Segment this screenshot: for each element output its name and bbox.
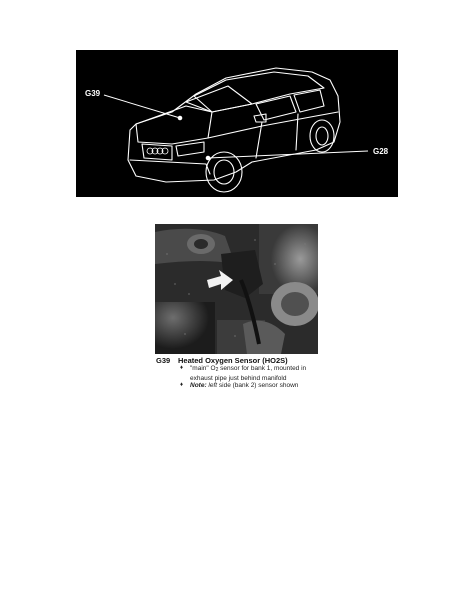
car-body-outline — [128, 68, 340, 182]
note-text: side (bank 2) sensor shown — [217, 382, 299, 389]
component-title: Heated Oxygen Sensor (HO2S) — [178, 356, 288, 365]
engine-bay-photo — [155, 224, 318, 354]
list-item — [178, 382, 356, 390]
caption-heading — [156, 356, 356, 365]
list-item — [178, 365, 356, 382]
component-caption — [156, 356, 356, 390]
car-side-window-front — [256, 96, 296, 120]
car-side-window-rear — [294, 90, 324, 112]
note-emphasis: left — [206, 382, 218, 389]
car-line-drawing — [76, 50, 398, 197]
engine-bay-photo-art — [155, 224, 318, 354]
car-bumper — [130, 160, 210, 174]
callout-g39: G39 — [85, 89, 101, 98]
bullet1-subscript: 2 — [215, 367, 219, 373]
bullet1-text-b: sensor for bank 1, mounted in — [218, 365, 307, 372]
component-code: G39 — [156, 356, 171, 365]
grille-rings-logo — [147, 148, 168, 154]
car-hood — [136, 106, 212, 144]
bullet-diamond-icon: ♦ — [180, 382, 184, 388]
car-locator-figure — [76, 50, 398, 197]
car-mirror — [254, 114, 266, 122]
bullet1-text-line2: exhaust pipe just behind manifold — [190, 374, 287, 382]
note-lead: Note: — [190, 382, 207, 389]
car-beltline — [208, 112, 338, 138]
g39-leader-line — [104, 95, 180, 118]
caption-bullet-list — [156, 365, 356, 390]
bullet-diamond-icon: ♦ — [180, 365, 184, 371]
car-headlight — [176, 142, 204, 156]
callout-g28: G28 — [373, 147, 389, 156]
bullet1-text-a: "main" O — [190, 365, 216, 372]
